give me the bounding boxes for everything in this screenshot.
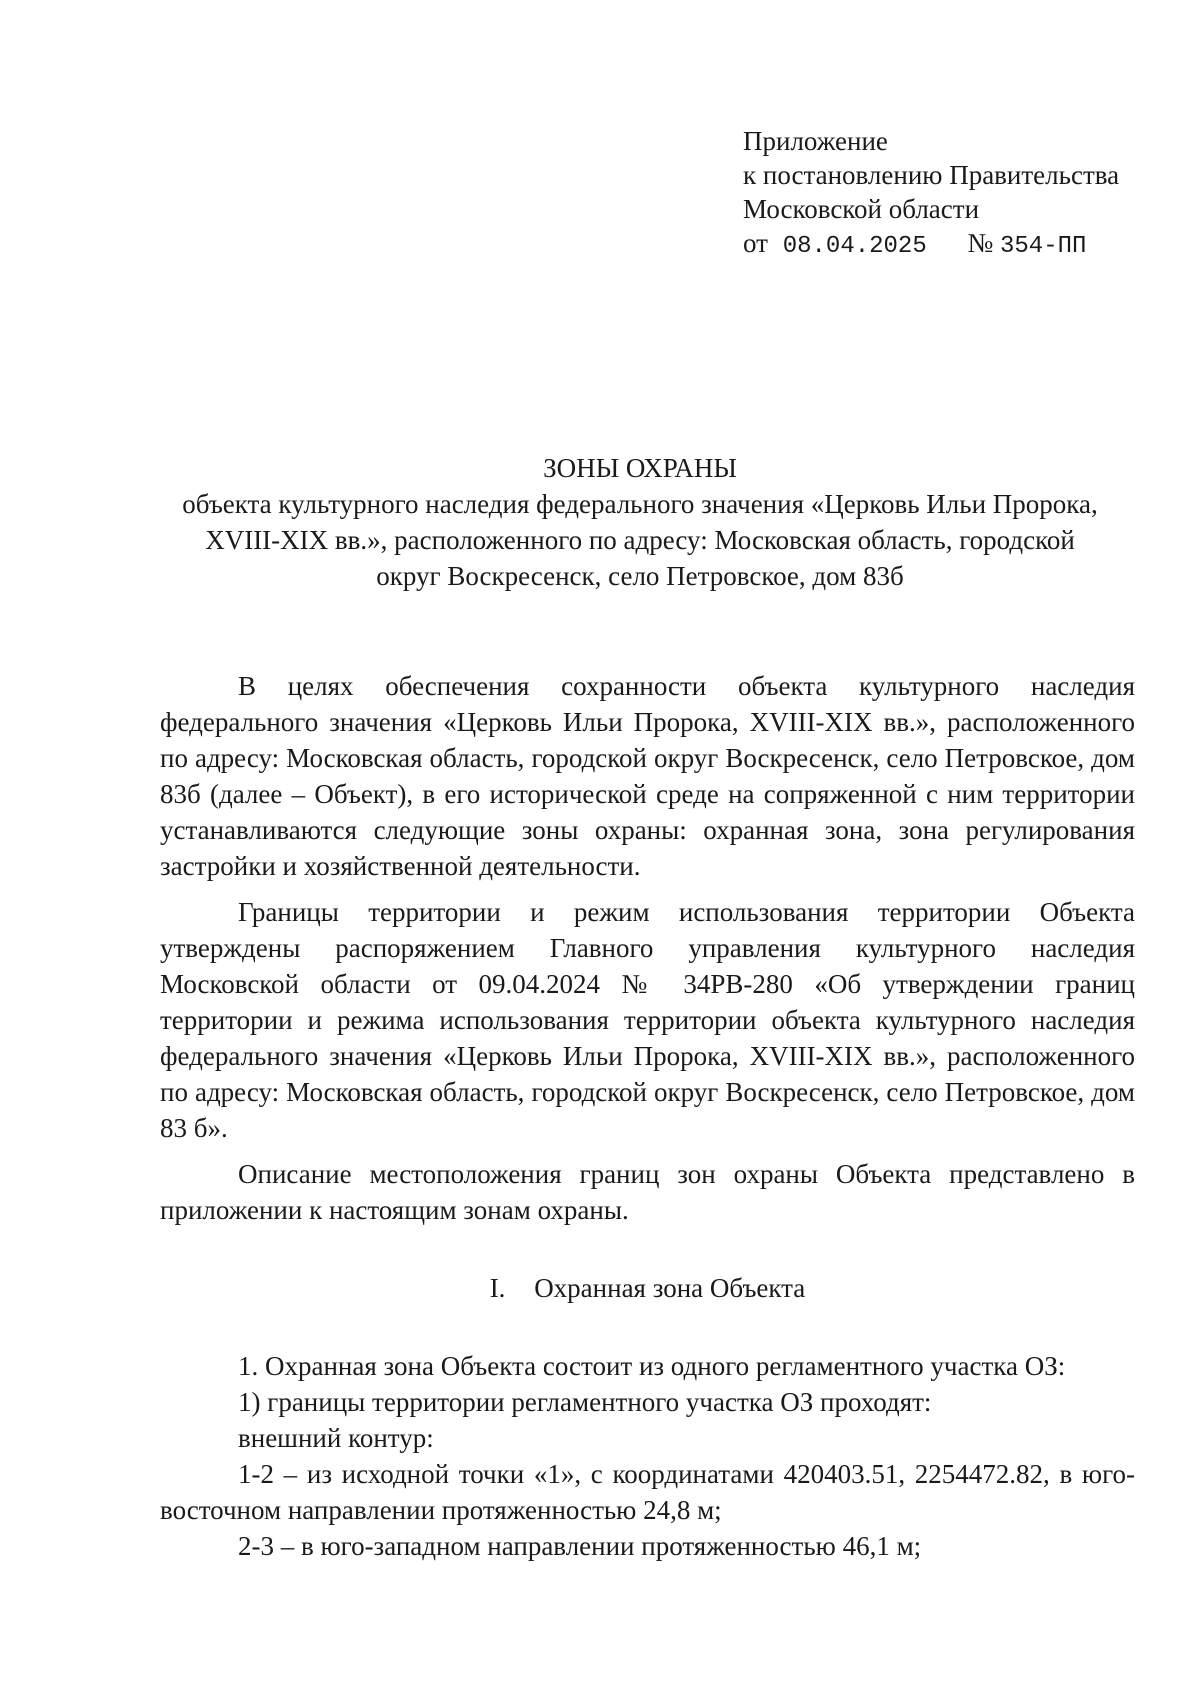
list-item: 1) границы территории регламентного участка ОЗ проходят: xyxy=(238,1387,932,1417)
paragraph: Границы территории и режим использования территории Объекта утверждены распоряжением Главного управления культурного наследия Московской области от 09.04.2024 № 34РВ-280 «Об утверждении границ территории и режима использования территории объекта культурного наследия федерального значения «Церковь Ильи Пророка, XVIII-XIX вв.», расположенного по адресу: Московская область, городской округ Воскресенск, село Петровское, дом 83 б». xyxy=(160,897,1135,1143)
paragraph: В целях обеспечения сохранности объекта культурного наследия федерального значения «Церковь Ильи Пророка, XVIII-XIX вв.», расположенного по адресу: Московская область, городской округ Воскресенск, село Петровское, дом 83б (далее – Объект), в его исторической среде на сопряженной с ним территории устанавливаются следующие зоны охраны: охранная зона, зона регулирования застройки и хозяйственной деятельности. xyxy=(160,671,1135,881)
number-sign: № xyxy=(967,228,994,258)
section-title: Охранная зона Объекта xyxy=(534,1273,806,1303)
section-heading xyxy=(160,1270,1135,1306)
list-item: 1. Охранная зона Объекта состоит из одного регламентного участка ОЗ: xyxy=(238,1351,1066,1381)
appendix-line: Приложение xyxy=(743,126,888,156)
document-body xyxy=(160,668,1135,1564)
resolution-date: 08.04.2025 xyxy=(782,233,927,260)
title-heading: ЗОНЫ ОХРАНЫ xyxy=(543,453,737,483)
appendix-line: Московской области xyxy=(743,194,980,224)
resolution-number: 354-ПП xyxy=(1000,233,1087,260)
paragraph: Описание местоположения границ зон охраны Объекта представлено в приложении к настоящим зонам охраны. xyxy=(160,1159,1135,1225)
section-numeral: I. xyxy=(489,1273,506,1303)
list-item: 1-2 – из исходной точки «1», с координатами 420403.51, 2254472.82, в юго-восточном направлении протяженностью 24,8 м; xyxy=(160,1459,1135,1525)
list-item: внешний контур: xyxy=(238,1423,434,1453)
title-line: XVIII-XIX вв.», расположенного по адресу: Московская область, городской xyxy=(205,525,1075,555)
appendix-header xyxy=(743,124,1119,264)
item-list xyxy=(160,1348,1135,1564)
document-title xyxy=(160,450,1120,594)
date-prefix: от xyxy=(743,228,768,258)
appendix-date-line xyxy=(743,226,1119,264)
list-item: 2-3 – в юго-западном направлении протяженностью 46,1 м; xyxy=(238,1531,922,1561)
appendix-line: к постановлению Правительства xyxy=(743,160,1120,190)
title-line: округ Воскресенск, село Петровское, дом 83б xyxy=(376,561,904,591)
title-line: объекта культурного наследия федерального значения «Церковь Ильи Пророка, xyxy=(182,489,1098,519)
